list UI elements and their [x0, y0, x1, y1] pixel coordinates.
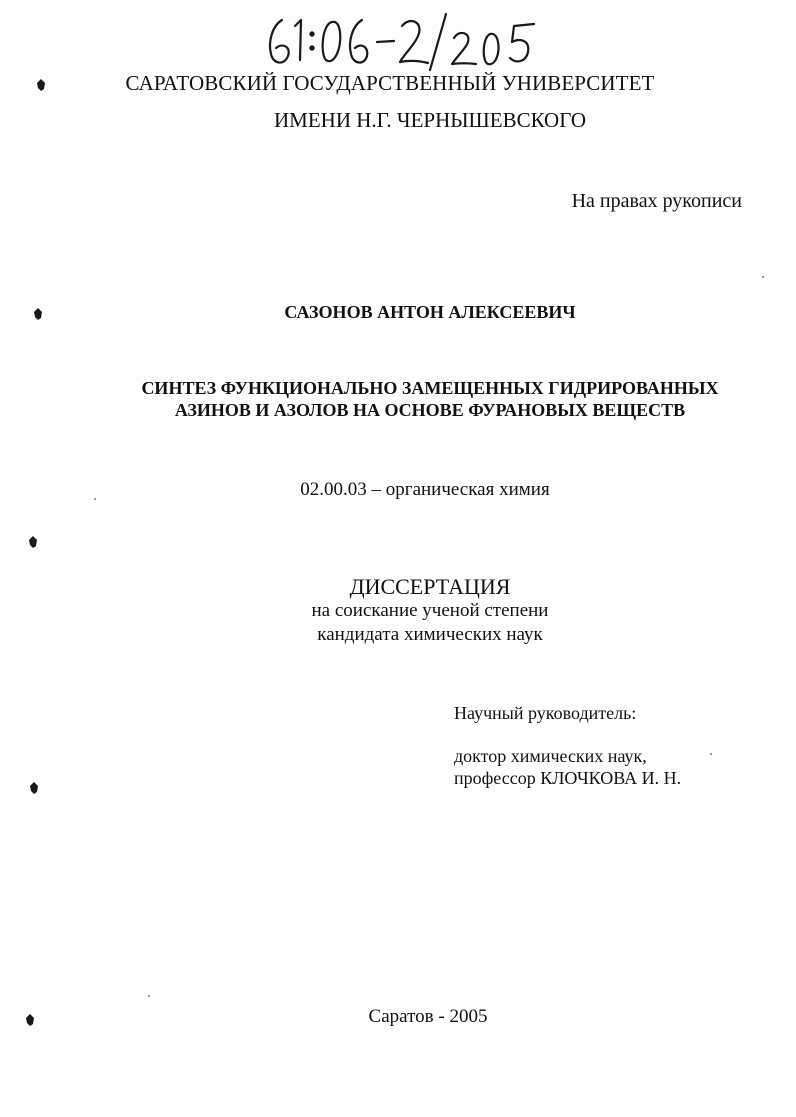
document-type-heading: ДИССЕРТАЦИЯ: [349, 574, 511, 599]
advisor-title: доктор химических наук,: [454, 746, 647, 766]
advisor-label: Научный руководитель:: [454, 703, 637, 723]
handwritten-archive-number: [262, 8, 562, 76]
handwritten-stamp-text: [262, 8, 562, 76]
degree-line1: на соискание ученой степени: [311, 600, 549, 621]
scan-speck: [148, 995, 150, 997]
scan-speck: [94, 498, 96, 500]
specialty-code: 02.00.03 – органическая химия: [300, 479, 550, 500]
dissertation-title-line1: СИНТЕЗ ФУНКЦИОНАЛЬНО ЗАМЕЩЕННЫХ ГИДРИРОВАННЫХ: [141, 378, 719, 398]
dissertation-title-line2: АЗИНОВ И АЗОЛОВ НА ОСНОВЕ ФУРАНОВЫХ ВЕЩЕСТВ: [174, 400, 686, 420]
scan-speck: [762, 276, 764, 278]
binding-hole-mark: [36, 79, 46, 91]
degree-line2: кандидата химических наук: [317, 624, 543, 645]
scan-speck: [710, 753, 712, 755]
university-name-line1: САРАТОВСКИЙ ГОСУДАРСТВЕННЫЙ УНИВЕРСИТЕТ: [125, 71, 655, 95]
manuscript-rights-note: На правах рукописи: [571, 190, 742, 212]
advisor-name: профессор КЛОЧКОВА И. Н.: [454, 768, 682, 788]
binding-hole-mark: [25, 1014, 35, 1026]
author-name: САЗОНОВ АНТОН АЛЕКСЕЕВИЧ: [284, 302, 576, 322]
university-name-line2: ИМЕНИ Н.Г. ЧЕРНЫШЕВСКОГО: [273, 108, 587, 132]
city-and-year: Саратов - 2005: [368, 1006, 488, 1027]
binding-hole-mark: [28, 536, 38, 548]
binding-hole-mark: [33, 308, 43, 320]
binding-hole-mark: [29, 782, 39, 794]
